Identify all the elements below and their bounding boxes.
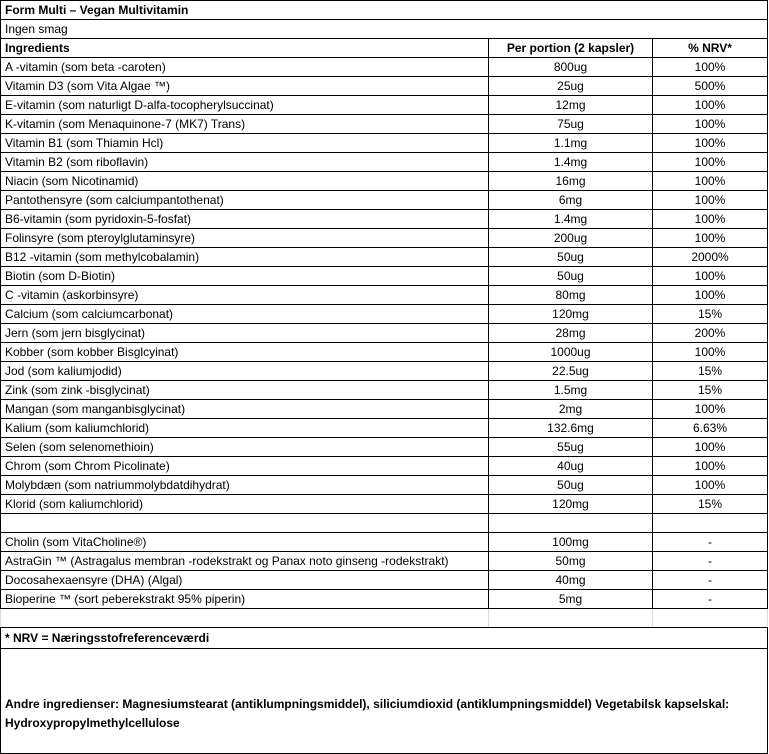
ingredient-amount: 55ug: [489, 438, 653, 457]
ingredient-nrv: 200%: [653, 324, 768, 343]
ingredient-nrv: 100%: [653, 210, 768, 229]
ingredient-amount: 1.4mg: [489, 210, 653, 229]
ingredient-nrv: -: [653, 552, 768, 571]
table-row: [1, 96, 768, 115]
ingredient-nrv: 15%: [653, 381, 768, 400]
ingredient-nrv: 100%: [653, 267, 768, 286]
ingredient-nrv: 100%: [653, 400, 768, 419]
table-row: [1, 267, 768, 286]
ingredient-nrv: 500%: [653, 77, 768, 96]
ingredient-name: Jern (som jern bisglycinat): [1, 324, 489, 343]
ingredient-nrv: 100%: [653, 438, 768, 457]
header-nrv: % NRV*: [653, 39, 768, 58]
ingredient-name: Vitamin B1 (som Thiamin Hcl): [1, 134, 489, 153]
other-ingredients-row: [1, 649, 768, 754]
table-row: [1, 590, 768, 609]
ingredient-amount: 5mg: [489, 590, 653, 609]
empty-cell: [653, 514, 768, 533]
header-ingredients: Ingredients: [1, 39, 489, 58]
ingredient-name: Folinsyre (som pteroylglutaminsyre): [1, 229, 489, 248]
ingredient-amount: 40mg: [489, 571, 653, 590]
flavor-text: Ingen smag: [1, 20, 768, 39]
empty-cell: [653, 609, 768, 628]
ingredient-amount: 132.6mg: [489, 419, 653, 438]
ingredient-name: K-vitamin (som Menaquinone-7 (MK7) Trans): [1, 115, 489, 134]
ingredient-name: E-vitamin (som naturligt D-alfa-tocopherylsuccinat): [1, 96, 489, 115]
empty-cell: [1, 514, 489, 533]
ingredient-nrv: 100%: [653, 229, 768, 248]
ingredient-name: Molybdæn (som natriummolybdatdihydrat): [1, 476, 489, 495]
ingredient-nrv: 100%: [653, 115, 768, 134]
ingredient-name: A -vitamin (som beta -caroten): [1, 58, 489, 77]
table-row: [1, 362, 768, 381]
ingredient-amount: 800ug: [489, 58, 653, 77]
table-row: [1, 400, 768, 419]
ingredient-amount: 200ug: [489, 229, 653, 248]
ingredient-nrv: 100%: [653, 191, 768, 210]
ingredient-nrv: 15%: [653, 495, 768, 514]
ingredient-amount: 50ug: [489, 267, 653, 286]
table-row: [1, 58, 768, 77]
ingredient-name: Calcium (som calciumcarbonat): [1, 305, 489, 324]
ingredient-nrv: 100%: [653, 172, 768, 191]
ingredient-name: Pantothensyre (som calciumpantothenat): [1, 191, 489, 210]
ingredient-amount: 1.4mg: [489, 153, 653, 172]
table-row: [1, 457, 768, 476]
ingredient-nrv: 100%: [653, 457, 768, 476]
ingredient-amount: 80mg: [489, 286, 653, 305]
table-row: [1, 495, 768, 514]
ingredient-amount: 50mg: [489, 552, 653, 571]
table-row: [1, 172, 768, 191]
header-portion: Per portion (2 kapsler): [489, 39, 653, 58]
ingredient-nrv: 2000%: [653, 248, 768, 267]
ingredient-amount: 40ug: [489, 457, 653, 476]
ingredient-nrv: 100%: [653, 153, 768, 172]
ingredient-amount: 1000ug: [489, 343, 653, 362]
table-row: [1, 343, 768, 362]
ingredient-nrv: 15%: [653, 305, 768, 324]
table-row: [1, 571, 768, 590]
spacer-row-bottom: [1, 609, 768, 628]
ingredient-amount: 6mg: [489, 191, 653, 210]
spacer-row: [1, 514, 768, 533]
table-row: [1, 134, 768, 153]
ingredient-amount: 28mg: [489, 324, 653, 343]
table-row: [1, 248, 768, 267]
ingredient-name: Chrom (som Chrom Picolinate): [1, 457, 489, 476]
header-row: [1, 39, 768, 58]
empty-cell: [1, 609, 489, 628]
ingredient-amount: 16mg: [489, 172, 653, 191]
ingredient-nrv: 100%: [653, 58, 768, 77]
table-row: [1, 153, 768, 172]
empty-cell: [489, 609, 653, 628]
ingredient-name: C -vitamin (askorbinsyre): [1, 286, 489, 305]
ingredient-nrv: 100%: [653, 476, 768, 495]
ingredient-amount: 12mg: [489, 96, 653, 115]
ingredient-nrv: 100%: [653, 134, 768, 153]
table-row: [1, 286, 768, 305]
ingredient-nrv: 15%: [653, 362, 768, 381]
title-row: [1, 1, 768, 20]
ingredient-name: Jod (som kaliumjodid): [1, 362, 489, 381]
empty-cell: [489, 514, 653, 533]
ingredient-amount: 50ug: [489, 476, 653, 495]
table-row: [1, 419, 768, 438]
table-row: [1, 324, 768, 343]
ingredient-amount: 1.5mg: [489, 381, 653, 400]
ingredient-name: Selen (som selenomethioin): [1, 438, 489, 457]
nrv-footnote: * NRV = Næringsstofreferenceværdi: [1, 628, 768, 649]
ingredient-nrv: 100%: [653, 286, 768, 305]
ingredient-name: Kobber (som kobber Bisglcyinat): [1, 343, 489, 362]
ingredient-nrv: 6.63%: [653, 419, 768, 438]
ingredient-name: Klorid (som kaliumchlorid): [1, 495, 489, 514]
ingredient-amount: 25ug: [489, 77, 653, 96]
ingredient-name: Zink (som zink -bisglycinat): [1, 381, 489, 400]
ingredient-nrv: 100%: [653, 343, 768, 362]
table-row: [1, 476, 768, 495]
ingredient-name: B6-vitamin (som pyridoxin-5-fosfat): [1, 210, 489, 229]
other-ingredients-text: Andre ingredienser: Magnesiumstearat (antiklumpningsmiddel), siliciumdioxid (antiklumpningsmiddel) Vegetabilsk kapselskal: Hydroxypropylmethylcellulose: [1, 649, 768, 754]
ingredient-amount: 22.5ug: [489, 362, 653, 381]
table-row: [1, 115, 768, 134]
flavor-row: [1, 20, 768, 39]
ingredient-name: Vitamin D3 (som Vita Algae ™): [1, 77, 489, 96]
ingredient-nrv: -: [653, 533, 768, 552]
table-row: [1, 552, 768, 571]
table-row: [1, 229, 768, 248]
ingredient-name: B12 -vitamin (som methylcobalamin): [1, 248, 489, 267]
ingredient-name: Kalium (som kaliumchlorid): [1, 419, 489, 438]
ingredient-name: Bioperine ™ (sort peberekstrakt 95% piperin): [1, 590, 489, 609]
ingredient-amount: 120mg: [489, 495, 653, 514]
ingredient-amount: 100mg: [489, 533, 653, 552]
ingredient-nrv: -: [653, 590, 768, 609]
ingredient-nrv: 100%: [653, 96, 768, 115]
ingredient-name: Cholin (som VitaCholine®): [1, 533, 489, 552]
ingredient-amount: 50ug: [489, 248, 653, 267]
table-row: [1, 533, 768, 552]
ingredient-name: Vitamin B2 (som riboflavin): [1, 153, 489, 172]
ingredient-name: Niacin (som Nicotinamid): [1, 172, 489, 191]
ingredient-amount: 120mg: [489, 305, 653, 324]
product-title: Form Multi – Vegan Multivitamin: [1, 1, 768, 20]
table-row: [1, 77, 768, 96]
ingredient-name: Mangan (som manganbisglycinat): [1, 400, 489, 419]
ingredient-nrv: -: [653, 571, 768, 590]
ingredient-name: Docosahexaensyre (DHA) (Algal): [1, 571, 489, 590]
ingredient-name: Biotin (som D-Biotin): [1, 267, 489, 286]
ingredient-amount: 75ug: [489, 115, 653, 134]
table-row: [1, 438, 768, 457]
ingredient-amount: 2mg: [489, 400, 653, 419]
ingredient-name: AstraGin ™ (Astragalus membran -rodekstrakt og Panax noto ginseng -rodekstrakt): [1, 552, 489, 571]
table-row: [1, 381, 768, 400]
table-row: [1, 305, 768, 324]
ingredient-amount: 1.1mg: [489, 134, 653, 153]
table-row: [1, 210, 768, 229]
footnote-row: [1, 628, 768, 649]
table-row: [1, 191, 768, 210]
